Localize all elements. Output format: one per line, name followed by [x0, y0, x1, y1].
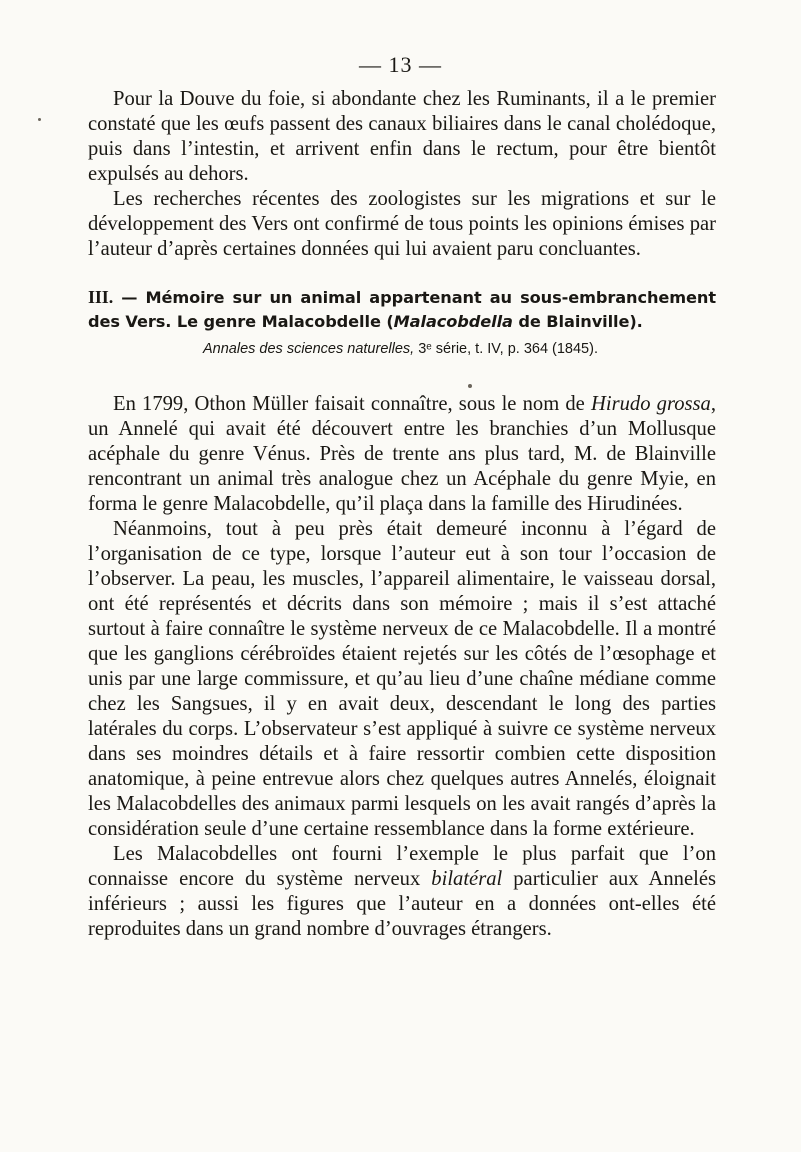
- citation-reference: 3ᵉ série, t. IV, p. 364 (1845).: [414, 341, 598, 357]
- body-paragraph-3: [88, 842, 716, 942]
- section-title-part-1: Mémoire sur un animal appartenant au sous-embranchement des Vers. Le genre Malacobdelle (: [88, 288, 716, 331]
- section-title-part-2: de Blainville).: [512, 312, 643, 331]
- body-paragraph-1: [88, 392, 716, 517]
- emphasis-bilateral: bilatéral: [431, 868, 503, 890]
- section-number: III.: [88, 287, 114, 307]
- body-paragraph-3-text-a: Les Malacobdelles ont fourni l’exemple le plus parfait que l’on connaisse encore du système nerveux: [88, 843, 716, 890]
- body-paragraph-2: Néanmoins, tout à peu près était demeuré inconnu à l’égard de l’organisation de ce type, lorsque l’auteur eut à son tour l’occasion de l’observer. La peau, les muscles, l’appareil alimentaire, le vaisseau dorsal, ont été représentés et décrits dans son mémoire ; mais il s’est attaché surtout à faire connaître le système nerveux de ce Malacobdelle. Il a montré que les ganglions cérébroïdes étaient rejetés sur les côtés de l’œsophage et unis par une large commissure, et qu’au lieu d’une chaîne médiane comme chez les Sangsues, il y en avait deux, descendant le long des parties latérales du corps. L’observateur s’est appliqué à suivre ce système nerveux dans ses moindres détails et à faire ressortir combien cette disposition anatomique, à peine entrevue alors chez quelques autres Annelés, éloignait les Malacobdelles des animaux parmi lesquels on les avait rangés d’après la considération seule d’une certaine ressemblance dans la forme extérieure.: [88, 518, 716, 840]
- section-citation: [0, 341, 801, 357]
- paper-speck: [468, 384, 472, 388]
- section-dash: —: [113, 288, 146, 307]
- body-paragraph-3-text-b: particulier aux Annelés inférieurs ; aussi les figures que l’auteur en a données ont-elles été reproduites dans un grand nombre d’ouvrages étrangers.: [88, 868, 716, 940]
- intro-paragraph-2: Les recherches récentes des zoologistes sur les migrations et sur le développement des Vers ont confirmé de tous points les opinions émises par l’auteur d’après certaines données qui lui avaient paru concluantes.: [88, 188, 716, 260]
- intro-text: [88, 87, 716, 262]
- paper-speck: [38, 118, 41, 121]
- section-heading: [88, 285, 716, 334]
- section-genus-name: Malacobdella: [393, 312, 513, 331]
- section-body: [88, 392, 716, 942]
- page-number: — 13 —: [359, 52, 442, 77]
- species-name: Hirudo grossa: [591, 393, 711, 415]
- body-paragraph-1-text-a: En 1799, Othon Müller faisait connaître, sous le nom de: [113, 393, 591, 415]
- citation-journal: Annales des sciences naturelles,: [203, 341, 415, 357]
- body-paragraph-1-text-b: , un Annelé qui avait été découvert entre les branchies d’un Mollusque acéphale du genre Vénus. Près de trente ans plus tard, M. de Blainville rencontrant un animal très analogue chez un Acéphale du genre Myie, en forma le genre Malacobdelle, qu’il plaça dans la famille des Hirudinées.: [88, 393, 716, 515]
- intro-paragraph-1: Pour la Douve du foie, si abondante chez les Ruminants, il a le premier constaté que les œufs passent des canaux biliaires dans le canal cholédoque, puis dans l’intestin, et arrivent enfin dans le rectum, pour être bientôt expulsés au dehors.: [88, 88, 716, 185]
